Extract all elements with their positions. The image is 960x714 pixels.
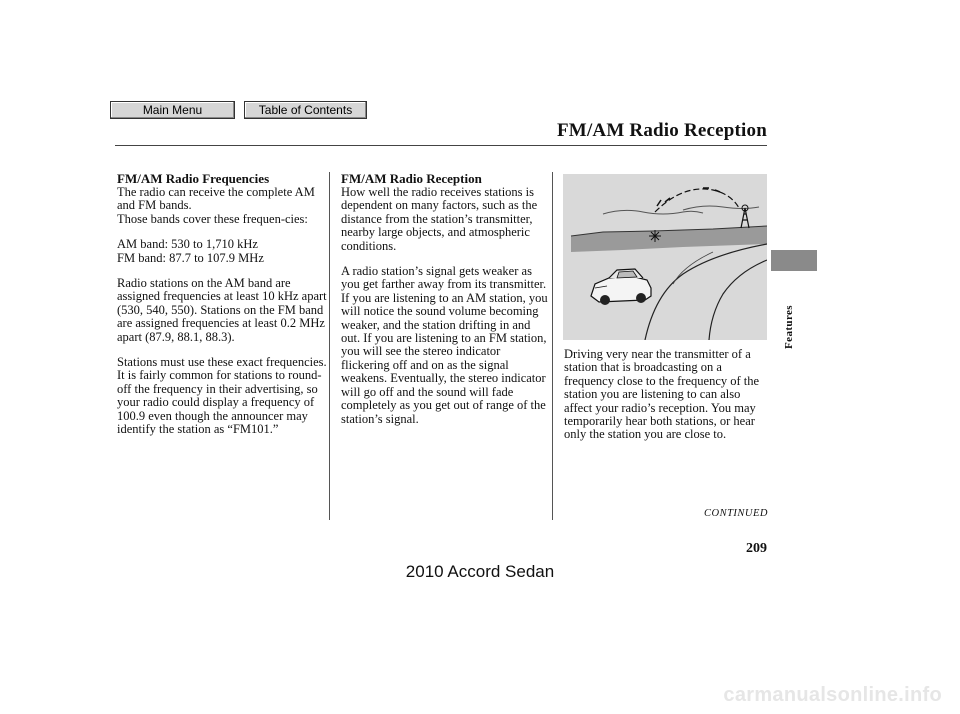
paragraph: Stations must use these exact frequencies. It is fairly common for stations to round-off the frequency in their advertising, so your radio could display a frequency of 100.9 even though the announcer may identify the station as “FM101.” [117, 355, 327, 437]
model-watermark: 2010 Accord Sedan [405, 562, 555, 581]
main-menu-button[interactable]: Main Menu [110, 101, 235, 119]
paragraph: Driving very near the transmitter of a station that is broadcasting on a frequency close to the frequency of the station you are listening to can also affect your radio’s reception. You may temporarily hear both stations, or hear only the station you are close to. [564, 347, 760, 442]
band-list [117, 238, 329, 265]
am-band-text: AM band: 530 to 1,710 kHz [117, 237, 258, 252]
table-of-contents-button[interactable]: Table of Contents [244, 101, 367, 119]
column-interference [564, 348, 769, 454]
fm-band-text: FM band: 87.7 to 107.9 MHz [117, 250, 264, 265]
section-heading-frequencies: FM/AM Radio Frequencies [117, 171, 270, 186]
paragraph: How well the radio receives stations is dependent on many factors, such as the distance from the station’s transmitter, nearby large objects, and atmospheric conditions. [341, 185, 538, 253]
car-and-transmitter-drawing [563, 174, 767, 340]
column-divider [552, 172, 553, 520]
column-divider [329, 172, 330, 520]
column-reception [341, 172, 551, 438]
paragraph: The radio can receive the complete AM and FM bands. [117, 185, 315, 213]
title-divider [115, 145, 767, 146]
continued-marker: CONTINUED [703, 508, 768, 519]
section-tab-marker [771, 250, 817, 271]
paragraph: Radio stations on the AM band are assigned frequencies at least 10 kHz apart (530, 540, 550). Stations on the FM band are assigned frequencies at least 0.2 MHz apart (87.9, 88.1, 88.3). [117, 276, 327, 344]
section-heading-reception: FM/AM Radio Reception [341, 171, 482, 186]
paragraph: Those bands cover these frequen-cies: [117, 211, 308, 226]
page-number: 209 [746, 541, 767, 556]
page-title: FM/AM Radio Reception [557, 120, 767, 141]
paragraph: A radio station’s signal gets weaker as you get farther away from its transmitter. If you are listening to an AM station, you will notice the sound volume becoming weaker, and the station drifting in and out. If you are listening to an FM station, you will see the stereo indicator flickering off and on as the signal weakens. Eventually, the stereo indicator will go off and the sound will fade completely as you get out of range of the station’s signal. [341, 264, 548, 426]
section-label-features: Features [783, 305, 795, 349]
column-frequencies [117, 172, 329, 449]
site-watermark: carmanualsonline.info [723, 684, 942, 706]
radio-reception-illustration [563, 174, 767, 340]
